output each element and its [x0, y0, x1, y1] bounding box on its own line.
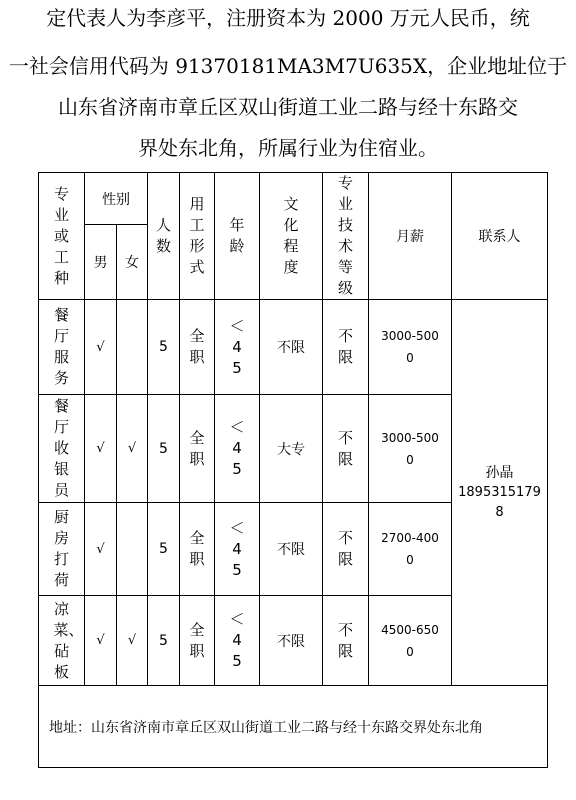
- intro-line-2: 一社会信用代码为 91370181MA3M7U635X，企业地址位于: [8, 54, 568, 78]
- header-count: 人数: [148, 173, 180, 300]
- header-gender: 性别: [85, 173, 148, 225]
- count-cell: 5: [148, 395, 180, 503]
- count-cell: 5: [148, 596, 180, 686]
- count-cell: 5: [148, 300, 180, 395]
- header-education: 文化程度: [260, 173, 323, 300]
- salary-cell: 3000-5000: [369, 395, 452, 503]
- salary-cell: 3000-5000: [369, 300, 452, 395]
- contact-name: 孙晶: [485, 464, 514, 481]
- header-job: 专业或工种: [39, 173, 85, 300]
- male-cell: √: [85, 503, 117, 596]
- header-employment-type: 用工形式: [180, 173, 215, 300]
- contact-phone: 18953151798: [458, 484, 541, 520]
- skill-cell: 不限: [323, 596, 369, 686]
- skill-cell: 不限: [323, 300, 369, 395]
- type-cell: 全职: [180, 503, 215, 596]
- salary-cell: 2700-4000: [369, 503, 452, 596]
- count-cell: 5: [148, 503, 180, 596]
- job-cell: 厨房打荷: [39, 503, 85, 596]
- job-cell: 凉菜、砧板: [39, 596, 85, 686]
- skill-cell: 不限: [323, 395, 369, 503]
- header-row-1: [39, 173, 548, 225]
- education-cell: 不限: [260, 596, 323, 686]
- salary-cell: 4500-6500: [369, 596, 452, 686]
- contact-cell: [452, 300, 548, 686]
- age-cell: ＜45: [215, 503, 260, 596]
- address-row: [39, 686, 548, 768]
- header-skill-level: 专业技术等级: [323, 173, 369, 300]
- male-cell: √: [85, 395, 117, 503]
- address-text: 地址：山东省济南市章丘区双山街道工业二路与经十东路交界处东北角: [39, 686, 548, 768]
- recruitment-table: [38, 172, 548, 768]
- header-male: 男: [85, 225, 117, 300]
- age-cell: ＜45: [215, 395, 260, 503]
- header-female: 女: [117, 225, 148, 300]
- education-cell: 不限: [260, 300, 323, 395]
- female-cell: [117, 300, 148, 395]
- header-salary: 月薪: [369, 173, 452, 300]
- type-cell: 全职: [180, 395, 215, 503]
- female-cell: √: [117, 596, 148, 686]
- skill-cell: 不限: [323, 503, 369, 596]
- male-cell: √: [85, 596, 117, 686]
- header-contact: 联系人: [452, 173, 548, 300]
- male-cell: √: [85, 300, 117, 395]
- intro-line-1: 定代表人为李彦平，注册资本为 2000 万元人民币，统: [46, 6, 530, 30]
- education-cell: 不限: [260, 503, 323, 596]
- intro-line-3: 山东省济南市章丘区双山街道工业二路与经十东路交: [58, 95, 518, 119]
- job-cell: 餐厅收银员: [39, 395, 85, 503]
- female-cell: √: [117, 395, 148, 503]
- intro-line-4: 界处东北角，所属行业为住宿业。: [138, 136, 438, 160]
- female-cell: [117, 503, 148, 596]
- age-cell: ＜45: [215, 300, 260, 395]
- education-cell: 大专: [260, 395, 323, 503]
- header-age: 年龄: [215, 173, 260, 300]
- age-cell: ＜45: [215, 596, 260, 686]
- table-row: [39, 300, 548, 395]
- type-cell: 全职: [180, 300, 215, 395]
- type-cell: 全职: [180, 596, 215, 686]
- job-cell: 餐厅服务: [39, 300, 85, 395]
